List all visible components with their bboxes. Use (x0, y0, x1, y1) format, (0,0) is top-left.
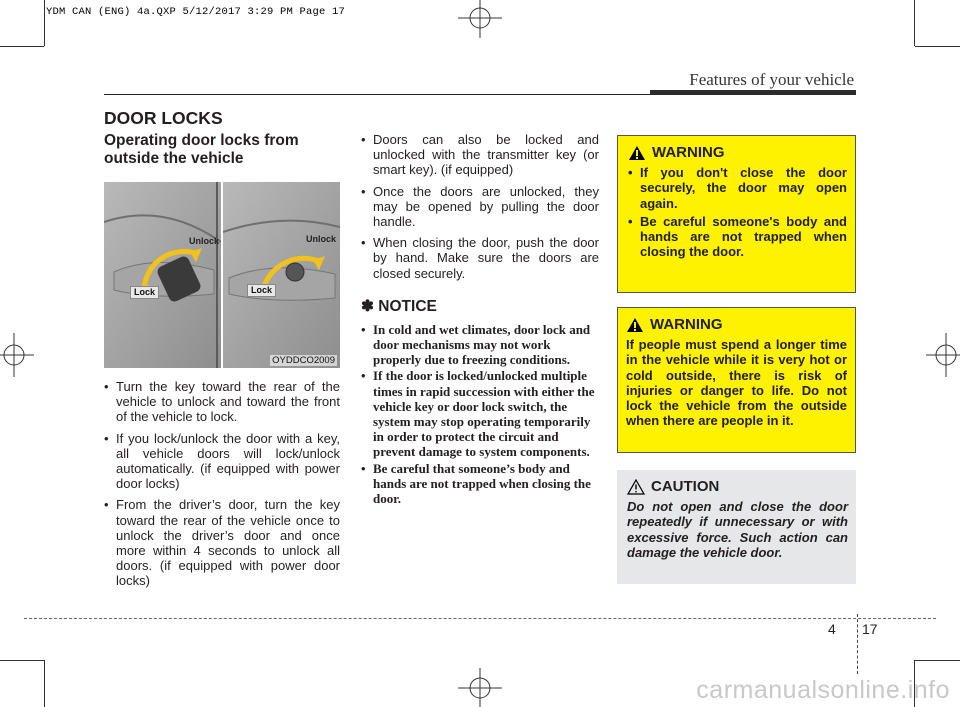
footer-rule (24, 618, 936, 619)
door-handle-illustration (223, 182, 340, 368)
page-title: DOOR LOCKS (104, 108, 223, 128)
caution-title: CAUTION (651, 478, 720, 495)
lock-label: Lock (247, 284, 276, 297)
list-item: • In cold and wet climates, door lock and door mechanisms may not work properly due to freezing conditions. (361, 322, 599, 368)
crop-mark (0, 660, 44, 661)
warning-triangle-icon (626, 317, 644, 333)
registration-mark-right (924, 330, 960, 380)
caution-heading (627, 478, 848, 495)
list-item: • If you lock/unlock the door with a key, all vehicle doors will lock/unlock automatically. (if equipped with power door locks) (104, 431, 340, 492)
figure-code: OYDDCO2009 (272, 355, 335, 366)
crop-mark (44, 0, 45, 46)
door-lock-figure (104, 182, 340, 368)
crop-mark (914, 0, 915, 46)
crop-mark (915, 660, 960, 661)
header-rule-accent (650, 90, 856, 95)
crop-mark (0, 46, 44, 47)
warning-triangle-icon (628, 145, 646, 161)
crop-mark (915, 46, 960, 47)
warning-title: WARNING (652, 144, 725, 161)
instruction-list (361, 132, 599, 281)
door-handle-illustration (104, 182, 221, 368)
list-item: • When closing the door, push the door by hand. Make sure the doors are closed securely. (361, 235, 599, 281)
instruction-list (104, 379, 340, 589)
page-number: 17 (862, 621, 878, 637)
list-item: • If the door is locked/unlocked multiple times in rapid succession with either the vehicle key or door lock switch, the system may stop operating temporarily in order to protect the circuit and prevent damage to system components. (361, 368, 599, 459)
column-left (104, 132, 340, 595)
figure-panel-right (223, 182, 340, 368)
registration-mark-top (455, 0, 505, 40)
registration-mark-left (0, 330, 36, 380)
registration-mark-bottom (455, 668, 505, 707)
figure-panel-left (104, 182, 221, 368)
subheading: Operating door locks from outside the vehicle (104, 132, 299, 167)
unlock-label: Unlock (189, 236, 220, 246)
list-item: • Doors can also be locked and unlocked with the transmitter key (or smart key). (if equipped) (361, 132, 599, 178)
list-item: • Turn the key toward the rear of the vehicle to unlock and toward the front of the vehicle to lock. (104, 379, 340, 425)
list-item: • From the driver’s door, turn the key toward the rear of the vehicle once to unlock the driver’s door and once more within 4 seconds to unlock all doors. (if equipped with power door locks) (104, 497, 340, 588)
warning-heading (626, 316, 847, 333)
list-item: • Be careful that someone’s body and hands are not trapped when closing the door. (361, 461, 599, 507)
caution-text: Do not open and close the door repeatedly if unnecessary or with excessive force. Such action can damage the vehicle door. (627, 499, 848, 560)
notice-heading: ✽ NOTICE (361, 297, 437, 315)
section-title: Features of your vehicle (689, 70, 854, 89)
caution-triangle-icon (627, 479, 645, 495)
caution-box (617, 470, 856, 584)
warning-box (617, 135, 856, 293)
notice-list (361, 322, 599, 506)
list-item: • Be careful someone's body and hands are not trapped when closing the door. (628, 214, 847, 260)
warning-title: WARNING (650, 316, 723, 333)
unlock-label: Unlock (306, 234, 337, 244)
warning-list (628, 165, 847, 260)
page-number-divider (857, 614, 859, 674)
list-item: • Once the doors are unlocked, they may be opened by pulling the door handle. (361, 184, 599, 230)
crop-mark (44, 660, 45, 707)
warning-text: If people must spend a longer time in the vehicle while it is very hot or cold outside, there is risk of injuries or danger to life. Do not lock the vehicle from the outside when there are people in it. (626, 337, 847, 429)
file-header: YDM CAN (ENG) 4a.QXP 5/12/2017 3:29 PM Page 17 (46, 6, 346, 18)
lock-label: Lock (130, 286, 159, 299)
warning-box (617, 307, 856, 453)
warning-heading (628, 144, 847, 161)
chapter-number: 4 (828, 621, 836, 637)
column-middle (361, 132, 599, 507)
list-item: • If you don't close the door securely, the door may open again. (628, 165, 847, 211)
watermark: carmanualsonline.info (696, 676, 950, 704)
